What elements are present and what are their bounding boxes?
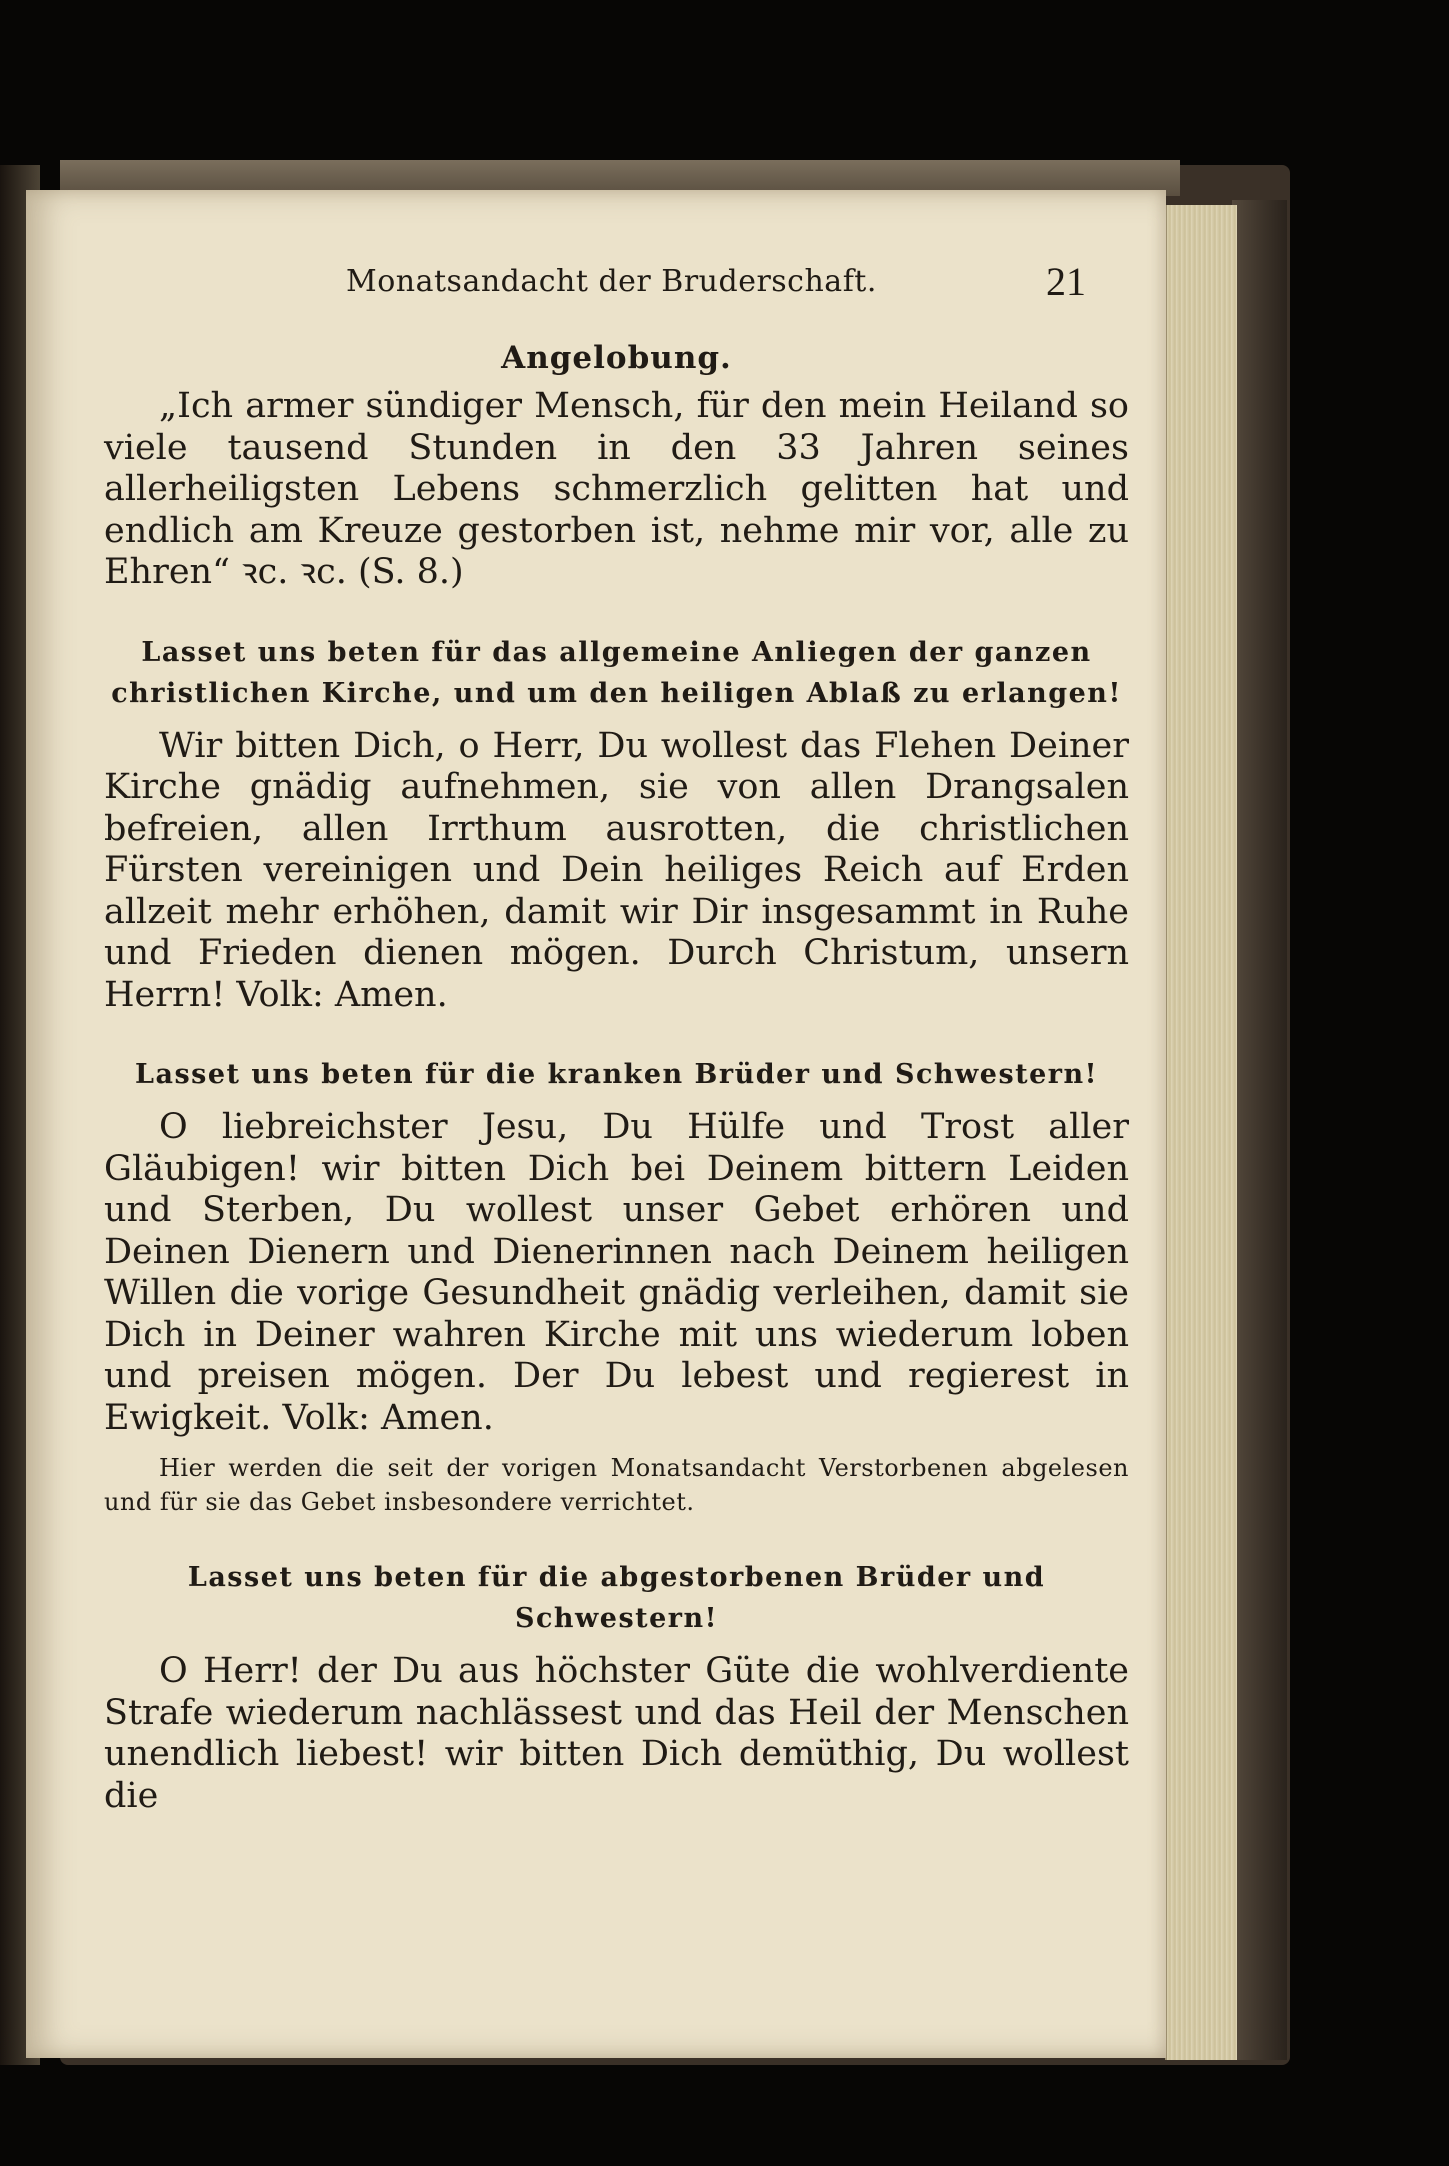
prayer-paragraph-sick: O liebreichster Jesu, Du Hülfe und Trost aller Gläubigen! wir bitten Dich bei Deinem bittern Leiden und Sterben, Du wollest unser Gebet erhören und Deinen Dienern und Dienerinnen nach Deinem heiligen Willen die vorige Gesundheit gnädig verleihen, damit sie Dich in Deiner wahren Kirche mit uns wiederum loben und preisen mögen. Der Du lebest und regierest in Ewigkeit. Volk: Amen.: [104, 1107, 1129, 1438]
page-number: 21: [1046, 259, 1086, 304]
page-fore-edge: [1165, 205, 1237, 2060]
book-page: [26, 190, 1166, 2058]
prayer-heading-sick: Lasset uns beten für die kranken Brüder und Schwestern!: [134, 1059, 1099, 1090]
book-binding-edge: [1232, 200, 1287, 2060]
prayer-heading-deceased: Lasset uns beten für die abgestorbenen Brüder und Schwestern!: [187, 1562, 1046, 1634]
rubric-note: Hier werden die seit der vorigen Monatsandacht Verstorbenen abgelesen und für sie das Gebet insbesondere verrichtet.: [104, 1454, 1129, 1516]
prayer-paragraph-church: Wir bitten Dich, o Herr, Du wollest das Flehen Deiner Kirche gnädig aufnehmen, sie von allen Drangsalen befreien, allen Irrthum ausrotten, die christlichen Fürsten vereinigen und Dein heiliges Reich auf Erden allzeit mehr erhöhen, damit wir Dir insgesammt in Ruhe und Frieden dienen mögen. Durch Christum, unsern Herrn! Volk: Amen.: [104, 725, 1129, 1015]
prayer-heading-church: Lasset uns beten für das allgemeine Anliegen der ganzen christlichen Kirche, und um den heiligen Ablaß zu erlangen!: [111, 636, 1122, 709]
section-title: Angelobung.: [501, 340, 732, 376]
page-text: [104, 340, 1129, 1817]
running-header: Monatsandacht der Bruderschaft.: [346, 264, 877, 299]
vow-paragraph: „Ich armer sündiger Mensch, für den mein Heiland so viele tausend Stunden in den 33 Jahren seines allerheiligsten Lebens schmerzlich gelitten hat und endlich am Kreuze gestorben ist, nehme mir vor, alle zu Ehren“ ꝛc. ꝛc. (S. 8.): [104, 386, 1129, 592]
prayer-paragraph-deceased: O Herr! der Du aus höchster Güte die wohlverdiente Strafe wiederum nachlässest und das Heil der Menschen unendlich liebest! wir bitten Dich demüthig, Du wollest die: [104, 1651, 1129, 1816]
